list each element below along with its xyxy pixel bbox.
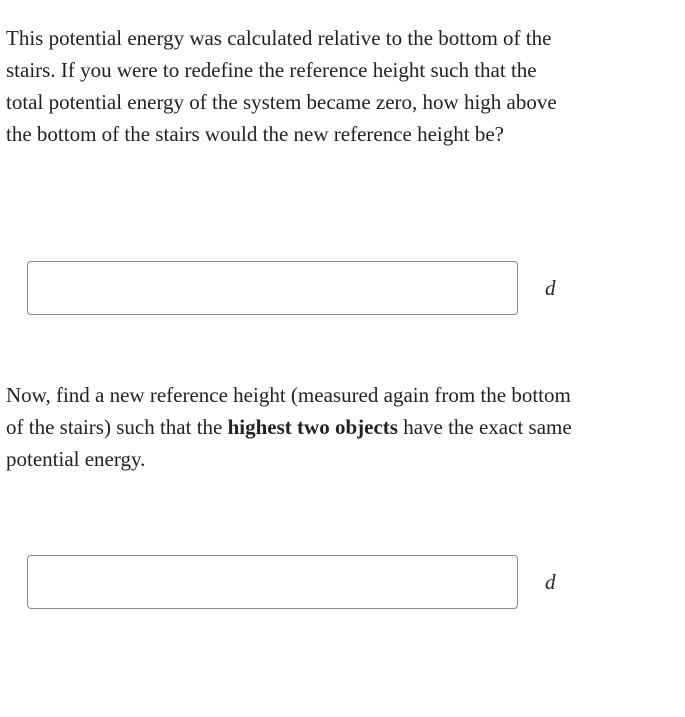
answer-1-unit: d <box>545 276 556 300</box>
answer-2-row <box>27 555 587 609</box>
question-2-text-end: have the exact same potential energy. <box>6 415 572 471</box>
question-2-text <box>6 379 576 475</box>
answer-2-input[interactable] <box>27 555 518 609</box>
answer-1-row <box>27 261 587 315</box>
question-1-text: This potential energy was calculated relative to the bottom of the stairs. If you were to redefine the reference height such that the total potential energy of the system became zero, how high above the bottom of the stairs would the new reference height be? <box>6 26 557 146</box>
question-2-text-start: Now, find a new reference height (measured again from the bottom of the stairs) such that the <box>6 383 571 439</box>
answer-1-input[interactable] <box>27 261 518 315</box>
answer-2-unit: d <box>545 570 556 594</box>
question-2-emphasis: highest two objects <box>227 415 398 439</box>
